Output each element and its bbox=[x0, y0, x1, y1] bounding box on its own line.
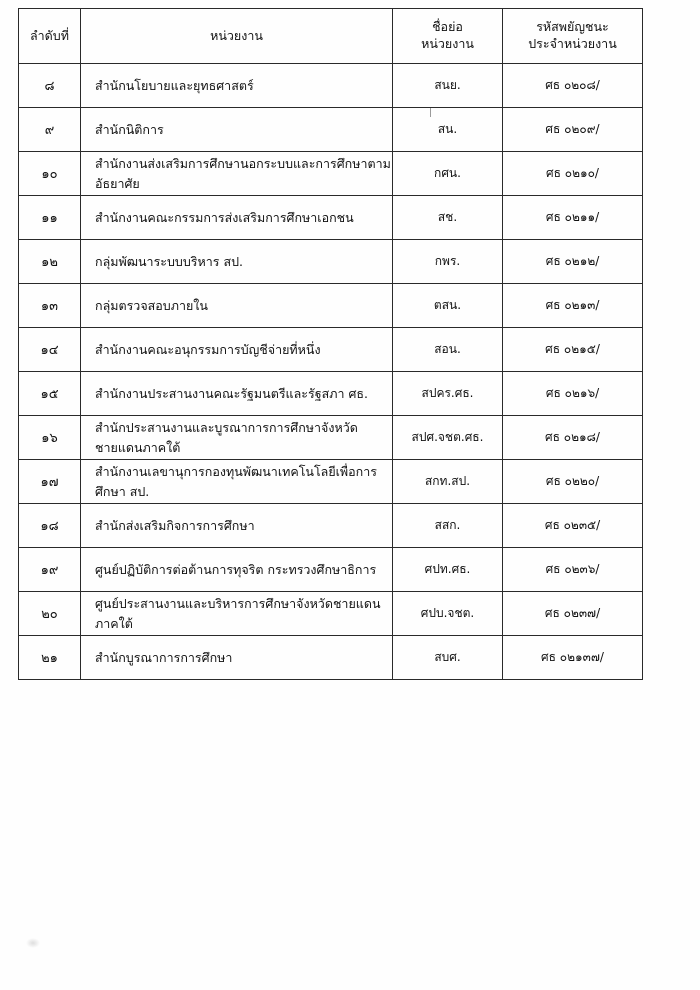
row-number: ๘ bbox=[19, 64, 81, 108]
row-code: ศธ ๐๒๑๐/ bbox=[503, 152, 643, 196]
row-unit-name: สำนักส่งเสริมกิจการการศึกษา bbox=[81, 504, 393, 548]
row-abbreviation: สนย. bbox=[393, 64, 503, 108]
row-number: ๑๙ bbox=[19, 548, 81, 592]
row-abbreviation: สช. bbox=[393, 196, 503, 240]
table-row bbox=[19, 196, 643, 240]
row-code: ศธ ๐๒๓๕/ bbox=[503, 504, 643, 548]
row-abbreviation: ตสน. bbox=[393, 284, 503, 328]
row-unit-name: สำนักบูรณาการการศึกษา bbox=[81, 636, 393, 680]
row-number: ๒๑ bbox=[19, 636, 81, 680]
row-code: ศธ ๐๒๑๒/ bbox=[503, 240, 643, 284]
row-code: ศธ ๐๒๐๙/ bbox=[503, 108, 643, 152]
column-header-code-line1: รหัสพยัญชนะ bbox=[536, 19, 609, 35]
column-header-unit: หน่วยงาน bbox=[81, 9, 393, 64]
row-code: ศธ ๐๒๑๓๗/ bbox=[503, 636, 643, 680]
row-abbreviation: สปคร.ศธ. bbox=[393, 372, 503, 416]
row-code: ศธ ๐๒๑๑/ bbox=[503, 196, 643, 240]
row-number: ๑๓ bbox=[19, 284, 81, 328]
agency-code-table bbox=[18, 8, 643, 680]
table-row bbox=[19, 460, 643, 504]
row-number: ๑๘ bbox=[19, 504, 81, 548]
table-row bbox=[19, 504, 643, 548]
table-row bbox=[19, 108, 643, 152]
row-abbreviation: สน. bbox=[393, 108, 503, 152]
row-unit-name: สำนักนิติการ bbox=[81, 108, 393, 152]
row-number: ๑๔ bbox=[19, 328, 81, 372]
table-row bbox=[19, 548, 643, 592]
table-row bbox=[19, 636, 643, 680]
row-code: ศธ ๐๒๐๘/ bbox=[503, 64, 643, 108]
row-abbreviation: ศปบ.จชต. bbox=[393, 592, 503, 636]
row-abbreviation: สปศ.จชต.ศธ. bbox=[393, 416, 503, 460]
table-header bbox=[19, 9, 643, 64]
table-row bbox=[19, 328, 643, 372]
row-code: ศธ ๐๒๒๐/ bbox=[503, 460, 643, 504]
table-row bbox=[19, 592, 643, 636]
row-unit-name: สำนักงานประสานงานคณะรัฐมนตรีและรัฐสภา ศธ. bbox=[81, 372, 393, 416]
row-number: ๑๕ bbox=[19, 372, 81, 416]
row-code: ศธ ๐๒๑๖/ bbox=[503, 372, 643, 416]
row-abbreviation: สสก. bbox=[393, 504, 503, 548]
row-abbreviation: สบศ. bbox=[393, 636, 503, 680]
scan-artifact-smudge bbox=[26, 938, 40, 948]
column-header-no: ลำดับที่ bbox=[19, 9, 81, 64]
row-unit-name: สำนักงานคณะอนุกรรมการบัญชีจ่ายที่หนึ่ง bbox=[81, 328, 393, 372]
row-code: ศธ ๐๒๑๕/ bbox=[503, 328, 643, 372]
column-header-code bbox=[503, 9, 643, 64]
row-unit-name: ศูนย์ประสานงานและบริหารการศึกษาจังหวัดชายแดนภาคใต้ bbox=[81, 592, 393, 636]
row-code: ศธ ๐๒๓๖/ bbox=[503, 548, 643, 592]
row-number: ๒๐ bbox=[19, 592, 81, 636]
row-unit-name: สำนักงานเลขานุการกองทุนพัฒนาเทคโนโลยีเพื่อการศึกษา สป. bbox=[81, 460, 393, 504]
row-unit-name: กลุ่มพัฒนาระบบบริหาร สป. bbox=[81, 240, 393, 284]
row-number: ๑๖ bbox=[19, 416, 81, 460]
table-header-row bbox=[19, 9, 643, 64]
table-row bbox=[19, 64, 643, 108]
column-header-abbr bbox=[393, 9, 503, 64]
row-code: ศธ ๐๒๑๘/ bbox=[503, 416, 643, 460]
column-header-abbr-line2: หน่วยงาน bbox=[421, 36, 474, 51]
row-unit-name: สำนักงานคณะกรรมการส่งเสริมการศึกษาเอกชน bbox=[81, 196, 393, 240]
row-unit-name: สำนักนโยบายและยุทธศาสตร์ bbox=[81, 64, 393, 108]
column-header-abbr-line1: ชื่อย่อ bbox=[432, 19, 463, 35]
row-abbreviation: สกท.สป. bbox=[393, 460, 503, 504]
table-body bbox=[19, 64, 643, 680]
row-number: ๑๐ bbox=[19, 152, 81, 196]
row-code: ศธ ๐๒๓๗/ bbox=[503, 592, 643, 636]
row-number: ๙ bbox=[19, 108, 81, 152]
row-unit-name: กลุ่มตรวจสอบภายใน bbox=[81, 284, 393, 328]
row-abbreviation: ศปท.ศธ. bbox=[393, 548, 503, 592]
row-unit-name: สำนักประสานงานและบูรณาการการศึกษาจังหวัดชายแดนภาคใต้ bbox=[81, 416, 393, 460]
table-row bbox=[19, 372, 643, 416]
row-abbreviation: กพร. bbox=[393, 240, 503, 284]
column-header-code-line2: ประจำหน่วยงาน bbox=[528, 36, 617, 51]
row-abbreviation: กศน. bbox=[393, 152, 503, 196]
table-row bbox=[19, 416, 643, 460]
row-number: ๑๑ bbox=[19, 196, 81, 240]
table-row bbox=[19, 284, 643, 328]
table-row bbox=[19, 240, 643, 284]
row-number: ๑๗ bbox=[19, 460, 81, 504]
scan-artifact-mark bbox=[430, 108, 431, 117]
row-code: ศธ ๐๒๑๓/ bbox=[503, 284, 643, 328]
table-row bbox=[19, 152, 643, 196]
row-unit-name: สำนักงานส่งเสริมการศึกษานอกระบบและการศึกษาตามอัธยาศัย bbox=[81, 152, 393, 196]
row-number: ๑๒ bbox=[19, 240, 81, 284]
row-unit-name: ศูนย์ปฏิบัติการต่อต้านการทุจริต กระทรวงศึกษาธิการ bbox=[81, 548, 393, 592]
row-abbreviation: สอน. bbox=[393, 328, 503, 372]
